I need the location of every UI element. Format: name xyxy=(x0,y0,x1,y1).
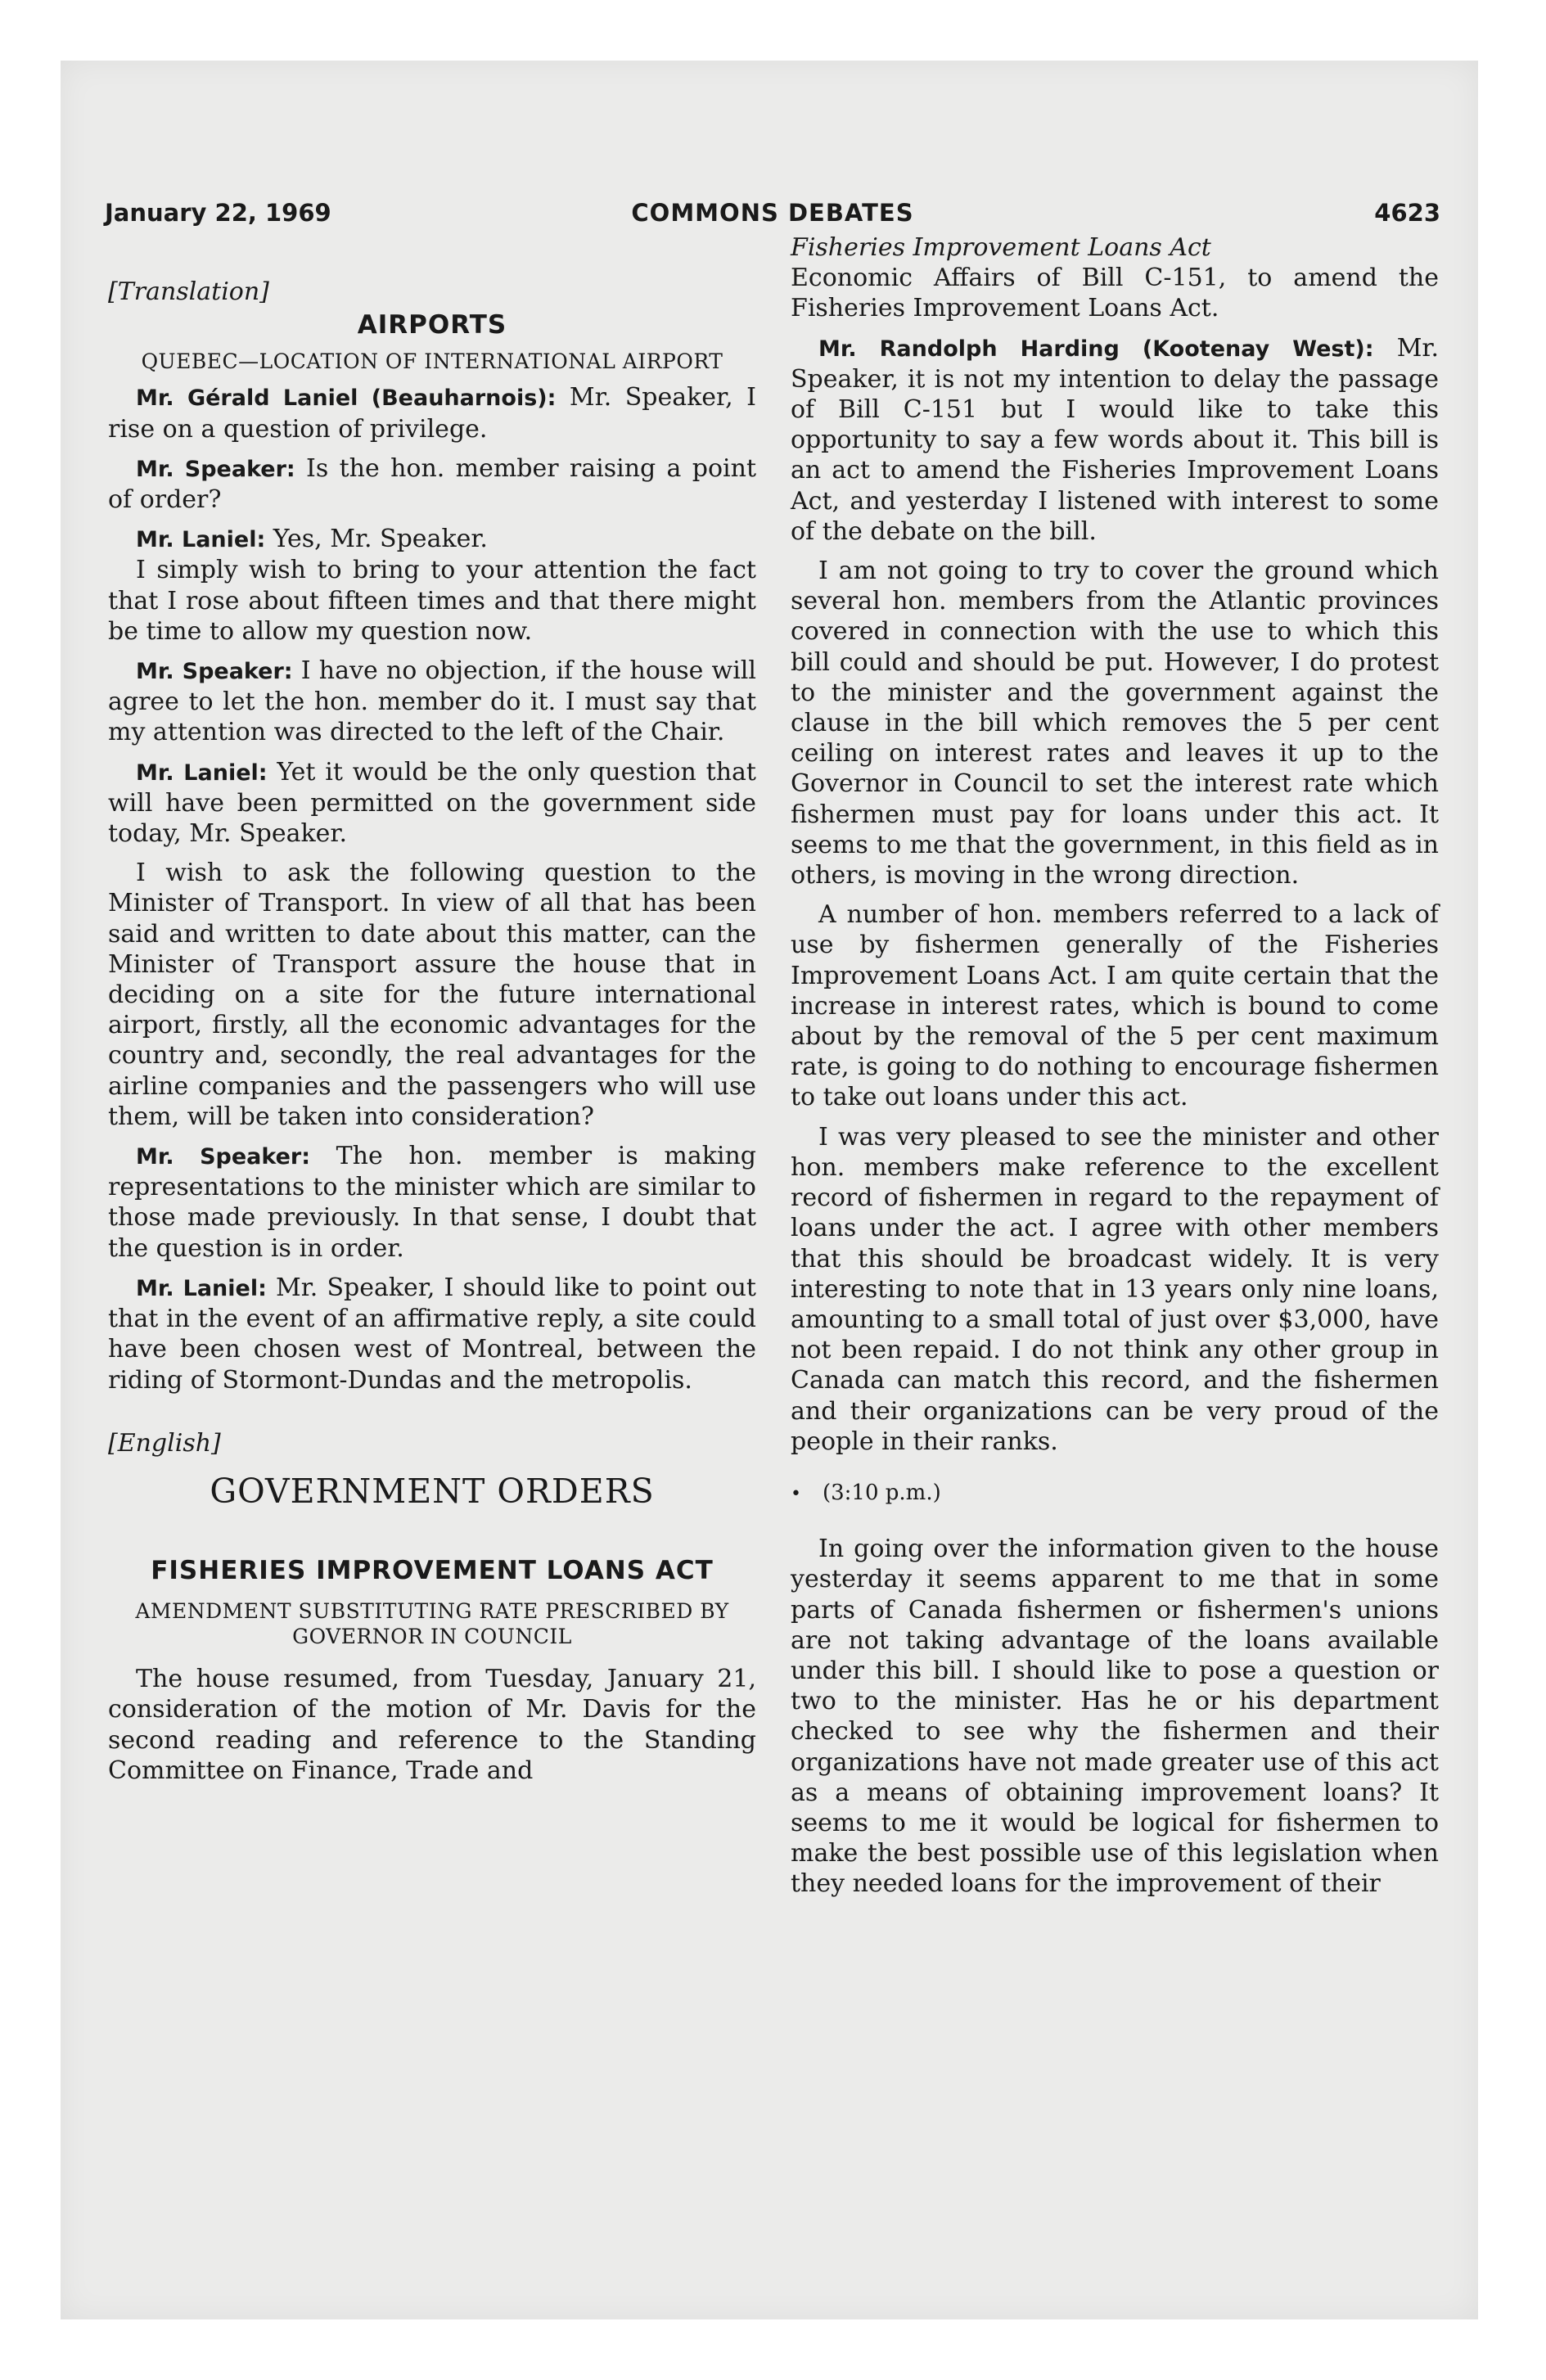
speaker-name: Mr. Laniel: xyxy=(136,760,268,786)
paragraph: Mr. Laniel: Yes, Mr. Speaker. xyxy=(136,525,488,554)
paragraph: I am not going to try to cover the ground which several hon. members from the Atlantic provinces covered in connection with the use to which this bill could and should be put. However, I do protest to the minister and the government against the clause in the bill which removes the 5 per cent ceiling on interest rates and leaves it up to the Governor in Council to set the interest rate which fishermen must pay for loans under this act. It seems to me that the government, in this field as in others, is moving in the wrong direction. xyxy=(791,557,1439,890)
bill-subtitle: AMENDMENT SUBSTITUTING RATE PRESCRIBED BY GOVERNOR IN COUNCIL xyxy=(135,1599,729,1649)
heading-airports: AIRPORTS xyxy=(357,310,507,340)
speaker-name: Mr. Speaker: xyxy=(136,659,293,685)
paragraph: I was very pleased to see the minister and other hon. members make reference to the excellent record of fishermen in regard to the repayment of loans under the act. I agree with other members that this should be broadcast widely. It is very interesting to note that in 13 years only nine loans, amounting to a small total of just over $3,000, have not been repaid. I do not think any other group in Canada can match this record, and the fishermen and their organizations can be very proud of the people in their ranks. xyxy=(791,1122,1439,1456)
paragraph: Economic Affairs of Bill C-151, to amend the Fisheries Improvement Loans Act. xyxy=(791,264,1439,323)
header-date: January 22, 1969 xyxy=(105,199,331,227)
translation-tag: [Translation] xyxy=(108,277,269,306)
speaker-name: Mr. Laniel: xyxy=(136,527,266,553)
header-page-number: 4623 xyxy=(1374,199,1440,227)
section-title: GOVERNMENT ORDERS xyxy=(210,1471,655,1511)
column-heading: Fisheries Improvement Loans Act xyxy=(791,233,1211,262)
paragraph: Mr. Laniel: Yet it would be the only question that will have been permitted on the government side today, Mr. Speaker. xyxy=(108,757,756,849)
paragraph: Mr. Gérald Laniel (Beauharnois): Mr. Speaker, I rise on a question of privilege. xyxy=(108,383,756,444)
speaker-name: Mr. Speaker: xyxy=(136,1144,311,1170)
paragraph: In going over the information given to the house yesterday it seems apparent to me that in some parts of Canada fishermen or fishermen's unions are not taking advantage of the loans available under this bill. I should like to pose a question or two to the minister. Has he or his department checked to see why the fishermen and their organizations have not made greater use of this act as a means of obtaining improvement loans? It seems to me it would be logical for fishermen to make the best possible use of this legislation when they needed loans for the improvement of their xyxy=(791,1535,1439,1899)
header-title: COMMONS DEBATES xyxy=(631,199,914,227)
paragraph: Mr. Randolph Harding (Kootenay West): Mr. Speaker, it is not my intention to delay the passage of Bill C-151 but I would like to take this opportunity to say a few words about it. This bill is an act to amend the Fisheries Improvement Loans Act, and yesterday I listened with interest to some of the debate on the bill. xyxy=(791,333,1439,546)
bullet-icon: • xyxy=(791,1483,801,1504)
speaker-name: Mr. Gérald Laniel (Beauharnois): xyxy=(136,385,557,412)
paragraph: I wish to ask the following question to the Minister of Transport. In view of all that has been said and written to date about this matter, can the Minister of Transport assure the house that in deciding on a site for the future international airport, firstly, all the economic advantages for the country and, secondly, the real advantages for the airline companies and the passengers who will use them, will be taken into consideration? xyxy=(108,859,756,1131)
paragraph: Mr. Speaker: The hon. member is making representations to the minister which are similar to those made previously. In that sense, I doubt that the question is in order. xyxy=(108,1142,756,1263)
paragraph: The house resumed, from Tuesday, January 21, consideration of the motion of Mr. Davis for the second reading and reference to the Standing Committee on Finance, Trade and xyxy=(108,1665,756,1785)
subheading-location: QUEBEC—LOCATION OF INTERNATIONAL AIRPORT xyxy=(141,349,723,374)
paragraph: Mr. Speaker: I have no objection, if the house will agree to let the hon. member do it. I must say that my attention was directed to the left of the Chair. xyxy=(108,656,756,747)
left-column xyxy=(108,229,756,1786)
paragraph: I simply wish to bring to your attention the fact that I rose about fifteen times and that there might be time to allow my question now. xyxy=(108,556,756,646)
paragraph: Mr. Speaker: Is the hon. member raising a point of order? xyxy=(108,453,756,515)
english-tag: [English] xyxy=(108,1428,221,1458)
paragraph: A number of hon. members referred to a lack of use by fishermen generally of the Fisheries Improvement Loans Act. I am quite certain that the increase in interest rates, which is bound to come about by the removal of the 5 per cent maximum rate, is going to do nothing to encourage fishermen to take out loans under this act. xyxy=(791,900,1439,1112)
speaker-name: Mr. Speaker: xyxy=(136,456,295,482)
right-column xyxy=(791,229,1439,1900)
speaker-name: Mr. Randolph Harding (Kootenay West): xyxy=(818,336,1374,362)
time-stamp: • (3:10 p.m.) xyxy=(791,1480,941,1505)
bill-title: FISHERIES IMPROVEMENT LOANS ACT xyxy=(151,1556,714,1586)
speaker-name: Mr. Laniel: xyxy=(136,1275,267,1301)
paragraph: Mr. Laniel: Mr. Speaker, I should like to point out that in the event of an affirmative reply, a site could have been chosen west of Montreal, between the riding of Stormont-Dundas and the metropolis. xyxy=(108,1273,756,1395)
